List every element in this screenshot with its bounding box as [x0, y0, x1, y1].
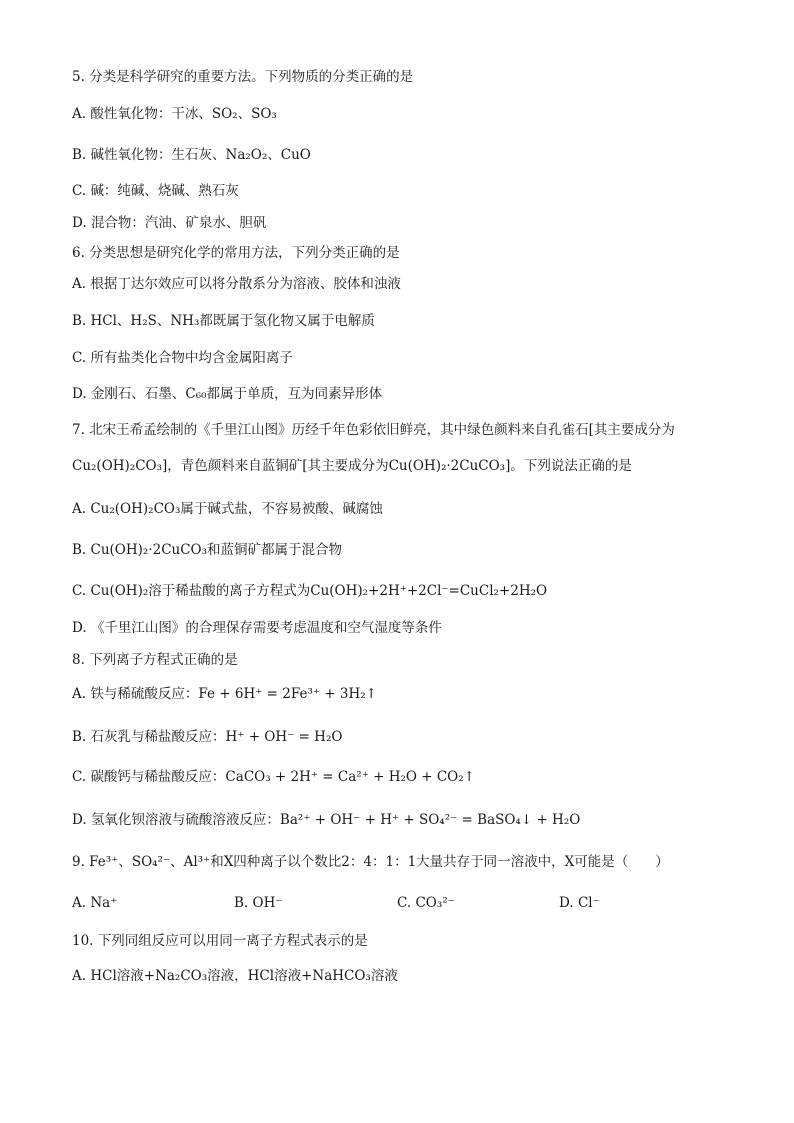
option-label: D.	[72, 812, 87, 828]
question-9-option-c	[397, 893, 537, 913]
option-label: B.	[72, 313, 87, 329]
question-8-option-c	[72, 767, 732, 787]
question-5-stem: 5. 分类是科学研究的重要方法。下列物质的分类正确的是	[72, 69, 414, 85]
question-7-option-a	[72, 499, 732, 519]
option-text: HCl溶液+Na₂CO₃溶液，HCl溶液+NaHCO₃溶液	[90, 968, 398, 984]
option-text: CO₃²⁻	[415, 895, 455, 911]
option-text: Cl⁻	[577, 895, 600, 911]
question-6-option-a	[72, 274, 732, 294]
option-text: Na⁺	[90, 895, 118, 911]
question-9-option-d	[559, 893, 699, 913]
option-label: D.	[72, 215, 87, 231]
option-text: 碱：纯碱、烧碱、熟石灰	[90, 183, 239, 199]
option-label: D.	[559, 895, 574, 911]
question-7-stem-line-1: 7. 北宋王希孟绘制的《千里江山图》历经千年色彩依旧鲜亮，其中绿色颜料来自孔雀石[其主要成分为	[72, 422, 675, 438]
option-text: 所有盐类化合物中均含金属阳离子	[90, 350, 293, 366]
option-label: A.	[72, 276, 87, 292]
option-label: A.	[72, 895, 87, 911]
question-8-option-a	[72, 684, 732, 704]
question-6-option-b	[72, 311, 732, 331]
option-label: B.	[72, 147, 87, 163]
question-8-option-b	[72, 727, 732, 747]
question-6-option-c	[72, 348, 732, 368]
question-8-stem: 8. 下列离子方程式正确的是	[72, 652, 238, 668]
question-7-option-d	[72, 618, 732, 638]
question-9-option-b	[234, 893, 374, 913]
option-text: 混合物：汽油、矿泉水、胆矾	[90, 215, 267, 231]
question-5-option-d	[72, 213, 732, 233]
question-9-stem: 9. Fe³⁺、SO₄²⁻、Al³⁺和X四种离子以个数比2：4：1：1大量共存于同一溶液中，X可能是（ ）	[72, 854, 669, 870]
option-label: C.	[397, 895, 412, 911]
option-text: 金刚石、石墨、C₆₀都属于单质，互为同素异形体	[90, 386, 383, 402]
question-9-option-a	[72, 893, 212, 913]
option-text: 碳酸钙与稀盐酸反应：CaCO₃ + 2H⁺ = Ca²⁺ + H₂O + CO₂↑	[90, 769, 475, 785]
option-label: C.	[72, 583, 87, 599]
option-label: C.	[72, 769, 87, 785]
option-text: Cu(OH)₂·2CuCO₃和蓝铜矿都属于混合物	[90, 542, 343, 558]
question-5-option-b	[72, 145, 732, 165]
question-8-option-d	[72, 810, 732, 830]
option-label: B.	[72, 542, 87, 558]
question-7-option-b	[72, 540, 732, 560]
option-label: D.	[72, 386, 87, 402]
option-text: 碱性氧化物：生石灰、Na₂O₂、CuO	[90, 147, 311, 163]
question-7-option-c	[72, 581, 732, 601]
option-text: 氢氧化钡溶液与硫酸溶液反应：Ba²⁺ + OH⁻ + H⁺ + SO₄²⁻ = BaSO₄↓ + H₂O	[90, 812, 581, 828]
option-label: A.	[72, 501, 87, 517]
option-text: 石灰乳与稀盐酸反应：H⁺ + OH⁻ = H₂O	[90, 729, 343, 745]
option-text: 酸性氧化物：干冰、SO₂、SO₃	[90, 106, 277, 122]
question-6-stem: 6. 分类思想是研究化学的常用方法，下列分类正确的是	[72, 245, 400, 261]
option-text: Cu₂(OH)₂CO₃属于碱式盐，不容易被酸、碱腐蚀	[90, 501, 383, 517]
option-label: B.	[72, 729, 87, 745]
option-label: D.	[72, 620, 87, 636]
question-5-option-a	[72, 104, 732, 124]
option-text: HCl、H₂S、NH₃都既属于氢化物又属于电解质	[90, 313, 375, 329]
option-text: OH⁻	[252, 895, 283, 911]
option-text: 铁与稀硫酸反应：Fe + 6H⁺ = 2Fe³⁺ + 3H₂↑	[90, 686, 377, 702]
option-text: 《千里江山图》的合理保存需要考虑温度和空气湿度等条件	[90, 620, 442, 636]
option-label: A.	[72, 968, 87, 984]
question-10-option-a	[72, 966, 732, 986]
question-6-option-d	[72, 384, 732, 404]
option-text: Cu(OH)₂溶于稀盐酸的离子方程式为Cu(OH)₂+2H⁺+2Cl⁻=CuCl₂+2H₂O	[90, 583, 548, 599]
question-10-stem: 10. 下列同组反应可以用同一离子方程式表示的是	[72, 933, 368, 949]
option-label: A.	[72, 686, 87, 702]
option-text: 根据丁达尔效应可以将分散系分为溶液、胶体和浊液	[90, 276, 401, 292]
question-5-option-c	[72, 181, 732, 201]
option-label: C.	[72, 350, 87, 366]
question-7-stem-line-2: Cu₂(OH)₂CO₃]，青色颜料来自蓝铜矿[其主要成分为Cu(OH)₂·2CuCO₃]。下列说法正确的是	[72, 458, 632, 474]
option-label: A.	[72, 106, 87, 122]
option-label: B.	[234, 895, 249, 911]
option-label: C.	[72, 183, 87, 199]
